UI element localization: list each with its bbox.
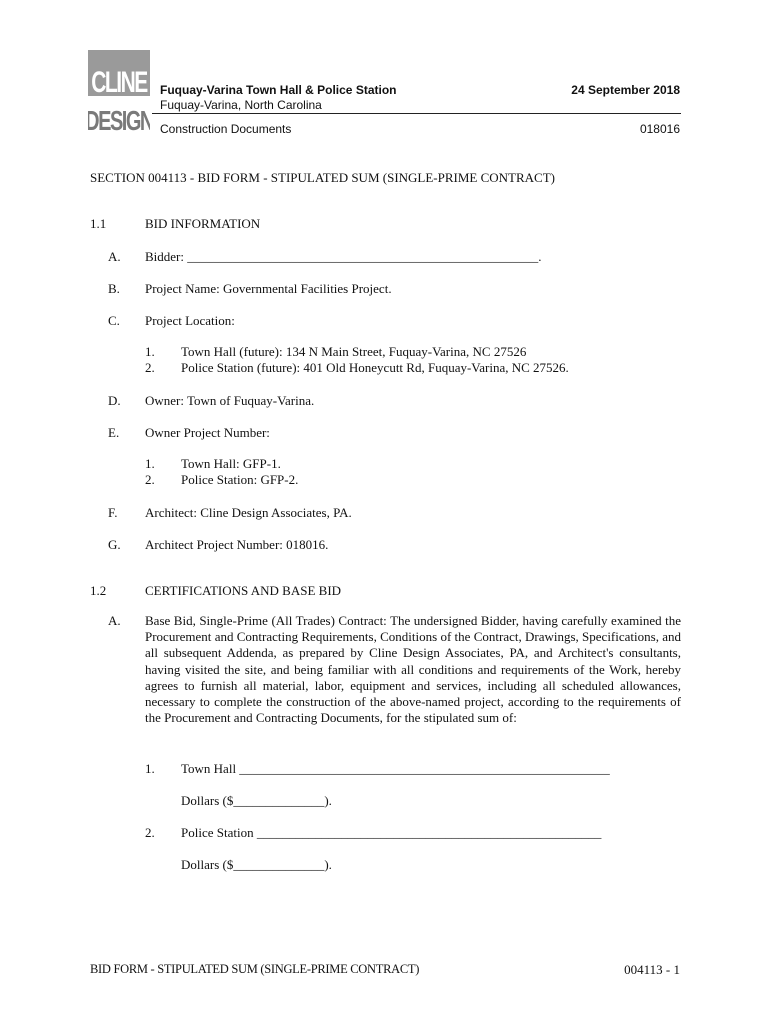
article-1-1-heading: BID INFORMATION [145,216,261,231]
location-police-station: Police Station (future): 401 Old Honeycutt Rd, Fuquay-Varina, NC 27526. [181,360,569,375]
para-c-label: C. [108,313,120,328]
para-g-label: G. [108,537,121,552]
para-f-label: F. [108,505,118,520]
police-station-dollars-field[interactable]: Dollars ($______________). [181,857,332,872]
owner-number-1-label: 1. [145,456,155,471]
town-hall-bid-field[interactable]: Town Hall _________________________________________________________ [181,761,610,776]
police-station-bid-field[interactable]: Police Station _____________________________________________________ [181,825,602,840]
footer-page-number: 004113 - 1 [624,962,680,977]
section-title: SECTION 004113 - BID FORM - STIPULATED SUM (SINGLE-PRIME CONTRACT) [90,170,555,185]
cline-design-logo [88,50,150,142]
para-e-label: E. [108,425,120,440]
article-1-1-number: 1.1 [90,216,107,231]
architect: Architect: Cline Design Associates, PA. [145,505,352,520]
logo-cline-text: CLINE [91,66,147,99]
header-location: Fuquay-Varina, North Carolina [160,98,322,112]
location-1-label: 1. [145,344,155,359]
project-location: Project Location: [145,313,235,328]
bid-item-2-label: 2. [145,825,155,840]
bid-item-1-label: 1. [145,761,155,776]
owner-number-police-station: Police Station: GFP-2. [181,472,299,487]
header-project-title: Fuquay-Varina Town Hall & Police Station [160,83,397,97]
base-bid-paragraph: Base Bid, Single-Prime (All Trades) Contract: The undersigned Bidder, having carefully examined the Procurement and Contracting Requirements, Conditions of the Contract, Drawings, Specifications, and all subsequent Addenda, as prepared by Cline Design Associates, PA, and Architect's consultants, having visited the site, and being familiar with all conditions and requirements of the Work, hereby agrees to furnish all material, labor, equipment and services, including all scheduled allowances, necessary to complete the construction of the above-named project, according to the requirements of the Procurement and Contracting Documents, for the stipulated sum of: [145,613,681,726]
article-1-2-heading: CERTIFICATIONS AND BASE BID [145,583,342,598]
town-hall-dollars-field[interactable]: Dollars ($______________). [181,793,332,808]
project-name: Project Name: Governmental Facilities Project. [145,281,392,296]
owner-number-town-hall: Town Hall: GFP-1. [181,456,281,471]
header-doc-type: Construction Documents [160,122,292,136]
para-d-label: D. [108,393,121,408]
base-bid-label: A. [108,613,121,628]
architect-project-number: Architect Project Number: 018016. [145,537,329,552]
footer-title: BID FORM - STIPULATED SUM (SINGLE-PRIME CONTRACT) [90,962,420,976]
header-divider [152,113,681,114]
bidder-field[interactable]: Bidder: ______________________________________________________. [145,249,542,264]
para-b-label: B. [108,281,120,296]
article-1-2-number: 1.2 [90,583,107,598]
owner-number-2-label: 2. [145,472,155,487]
location-2-label: 2. [145,360,155,375]
owner-project-number: Owner Project Number: [145,425,270,440]
owner: Owner: Town of Fuquay-Varina. [145,393,315,408]
logo-design-text: DESIGN [88,105,150,137]
para-a-label: A. [108,249,121,264]
header-date: 24 September 2018 [571,83,680,97]
header-project-number: 018016 [639,122,680,136]
location-town-hall: Town Hall (future): 134 N Main Street, Fuquay-Varina, NC 27526 [181,344,527,359]
